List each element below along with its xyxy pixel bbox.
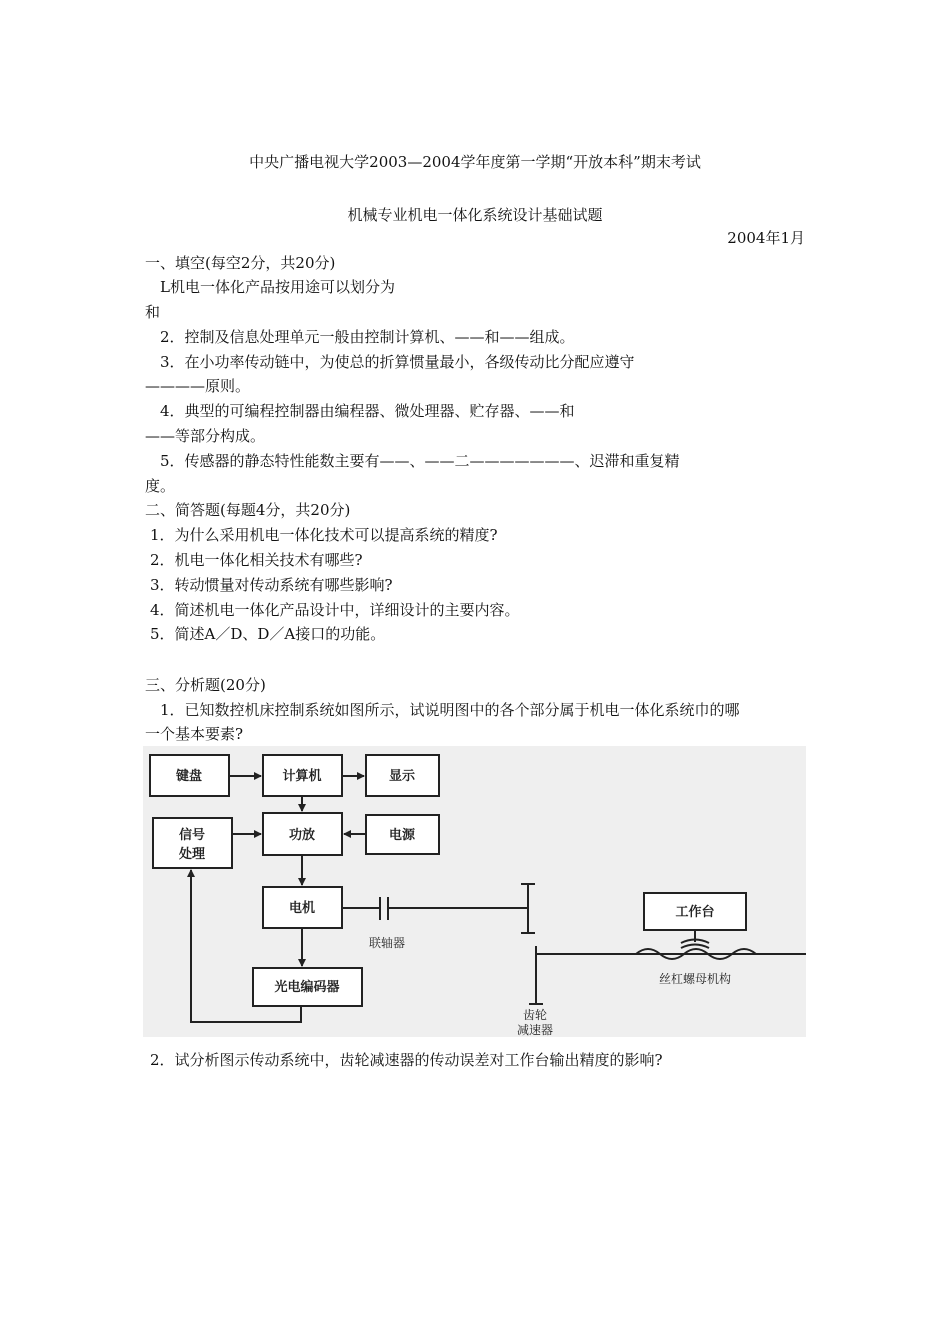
section1-line: 和 xyxy=(145,303,161,321)
section2-item: 5．简述A／D、D／A接口的功能。 xyxy=(150,625,386,643)
section3-q1-line: 一个基本要素? xyxy=(145,725,244,743)
section2-item: 4．简述机电一体化产品设计中，详细设计的主要内容。 xyxy=(150,601,520,619)
keyboard-box xyxy=(150,755,229,796)
section2-heading: 二、简答题(每题4分，共20分) xyxy=(145,501,351,519)
section1-line: 2．控制及信息处理单元一般由控制计算机、——和——组成。 xyxy=(160,328,575,346)
gear-label-line1: 齿轮 xyxy=(522,1008,548,1022)
exam-date: 2004年1月 xyxy=(727,229,805,247)
amplifier-label: 功放 xyxy=(288,828,316,843)
signal-label-line2: 处理 xyxy=(178,847,206,862)
amplifier-box xyxy=(263,813,342,855)
section1-line: 5．传感器的静态特性能数主要有——、——二———————、迟滞和重复精 xyxy=(160,452,680,470)
section1-line: ————原则。 xyxy=(145,377,251,395)
section1-line: 3．在小功率传动链中，为使总的折算惯量最小，各级传动比分配应遵守 xyxy=(160,353,635,371)
section1-line: 4．典型的可编程控制器由编程器、微处理器、贮存器、——和 xyxy=(160,402,575,420)
computer-label: 计算机 xyxy=(282,769,322,784)
coupling-label: 联轴器 xyxy=(368,936,406,950)
encoder-box xyxy=(253,968,362,1006)
cnc-control-diagram xyxy=(143,746,806,1037)
section1-line: ——等部分构成。 xyxy=(145,427,266,445)
section1-line: L机电一体化产品按用途可以划分为 xyxy=(160,278,395,296)
power-label: 电源 xyxy=(388,828,416,843)
paper-title: 机械专业机电一体化系统设计基础试题 xyxy=(347,206,603,224)
exam-title: 中央广播电视大学2003—2004学年度第一学期“开放本科”期末考试 xyxy=(249,153,701,171)
worktable-box xyxy=(644,893,746,930)
screw-label: 丝杠螺母机构 xyxy=(658,972,732,986)
section3-q1-line: 1．已知数控机床控制系统如图所示，试说明图中的各个部分属于机电一体化系统巾的哪 xyxy=(160,701,740,719)
signal-label-line1: 信号 xyxy=(178,828,206,843)
display-box xyxy=(366,755,439,796)
section3-heading: 三、分析题(20分) xyxy=(145,676,266,694)
motor-label: 电机 xyxy=(288,901,316,916)
keyboard-label: 键盘 xyxy=(175,769,203,784)
computer-box xyxy=(263,755,342,796)
display-label: 显示 xyxy=(388,769,416,784)
section3-q2: 2．试分析图示传动系统中，齿轮减速器的传动误差对工作台输出精度的影响? xyxy=(150,1051,663,1069)
power-box xyxy=(366,815,439,854)
diagram-background xyxy=(143,746,806,1037)
encoder-label: 光电编码器 xyxy=(274,980,340,995)
worktable-label: 工作台 xyxy=(675,905,715,920)
section2-item: 2．机电一体化相关技术有哪些? xyxy=(150,551,363,569)
section2-item: 3．转动惯量对传动系统有哪些影响? xyxy=(150,576,393,594)
gear-label-line2: 减速器 xyxy=(516,1023,554,1037)
motor-box xyxy=(263,887,342,928)
section1-line: 度。 xyxy=(145,477,176,495)
section1-heading: 一、填空(每空2分，共20分) xyxy=(145,254,336,272)
signal-processing-box xyxy=(153,818,232,868)
section2-item: 1．为什么采用机电一体化技术可以提高系统的精度? xyxy=(150,526,498,544)
